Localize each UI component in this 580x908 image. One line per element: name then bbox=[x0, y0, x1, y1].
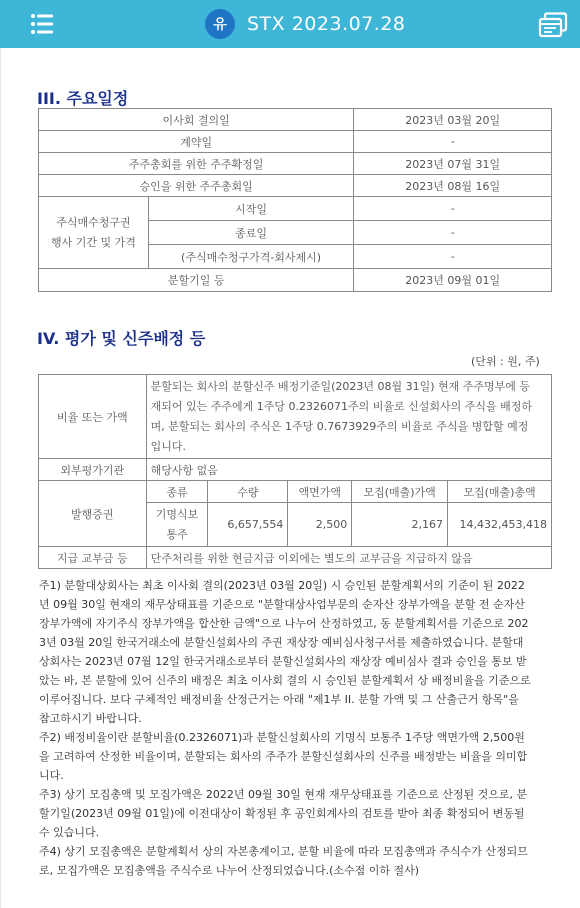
footnote-line: 로, 모집가액은 모집총액을 주식수로 나누어 산정되었습니다.(소수점 이하 절사) bbox=[39, 864, 420, 877]
row-value: - bbox=[354, 197, 552, 221]
row-label: 분할기일 등 bbox=[39, 269, 354, 292]
row-value: 해당사항 없음 bbox=[146, 459, 551, 481]
share-kind-line: 기명식보 bbox=[155, 507, 199, 521]
footnote-line: 할기일(2023년 09월 01일)에 이전대상이 확정된 후 공인회계사의 검토를 받아 최종 확정되어 변동될 bbox=[39, 807, 525, 820]
footnote-line: 참고하시기 바랍니다. bbox=[39, 712, 142, 725]
footnote-2 bbox=[39, 728, 555, 785]
row-value: - bbox=[354, 245, 552, 269]
period-label-line: 주식매수청구권 bbox=[56, 215, 131, 229]
row-value: 2023년 07월 31일 bbox=[354, 153, 552, 175]
share-quantity: 6,657,554 bbox=[208, 503, 288, 547]
table-row bbox=[39, 153, 552, 175]
footnote-line: 장부가액에 자기주식 장부가액을 합산한 금액"으로 나누어 산정하였고, 동 분할계획서를 기준으로 202 bbox=[39, 617, 529, 630]
unit-note: (단위 : 원, 주) bbox=[471, 355, 540, 368]
row-value: 2023년 08월 16일 bbox=[354, 175, 552, 197]
table-row bbox=[39, 109, 552, 131]
footnote-line: 니다. bbox=[39, 769, 64, 782]
footnote-line: 수 있습니다. bbox=[39, 826, 100, 839]
footnote-line: 이루어집니다. 보다 구체적인 배정비율 산정근거는 아래 "제1부 II. 분할 가액 및 그 산출근거 항목"을 bbox=[39, 693, 519, 706]
footnote-line: 3년 03월 20일 한국거래소에 분할신설회사의 주권 재상장 예비심사청구서를 제출하였습니다. 분할대 bbox=[39, 636, 524, 649]
hamburger-menu-icon[interactable] bbox=[30, 12, 54, 36]
ratio-description bbox=[146, 375, 551, 459]
footnote-line: 았는 바, 본 분할에 있어 신주의 배정은 최초 이사회 결의 시 승인된 분할계획서 상 배정비율을 기준으로 bbox=[39, 674, 531, 687]
offer-price: 2,167 bbox=[352, 503, 448, 547]
windows-icon[interactable] bbox=[538, 12, 568, 38]
ratio-line: 분할되는 회사의 분할신주 배정기준일(2023년 08월 31일) 현재 주주명부에 등 bbox=[150, 379, 531, 393]
table-row bbox=[39, 459, 552, 481]
row-value: 2023년 03월 20일 bbox=[354, 109, 552, 131]
schedule-heading: III. 주요일정 bbox=[37, 89, 129, 108]
schedule-table bbox=[38, 108, 552, 292]
row-label: 지급 교부금 등 bbox=[39, 547, 147, 569]
top-bar bbox=[0, 0, 580, 48]
row-label: 승인을 위한 주주총회일 bbox=[39, 175, 354, 197]
row-label: 시작일 bbox=[148, 197, 354, 221]
footnote-line: 주3) 상기 모집총액 및 모집가액은 2022년 09월 30일 현재 재무상태표를 기준으로 산정된 것으로, 분 bbox=[39, 788, 528, 801]
footnote-line: 상회사는 2023년 07월 12일 한국거래소로부터 분할신설회사의 재상장 예비심사 결과 승인을 통보 받 bbox=[39, 655, 527, 668]
row-label: 외부평가기관 bbox=[39, 459, 147, 481]
column-header: 액면가액 bbox=[288, 481, 352, 503]
table-row bbox=[39, 131, 552, 153]
footnote-line: 주4) 상기 모집총액은 분할계획서 상의 자본총계이고, 분할 비율에 따라 모집총액과 주식수가 산정되므 bbox=[39, 845, 528, 858]
table-row bbox=[39, 269, 552, 292]
share-kind bbox=[146, 503, 208, 547]
share-kind-line: 통주 bbox=[166, 527, 188, 541]
table-row bbox=[39, 375, 552, 459]
header-title-group bbox=[205, 8, 406, 40]
row-value: 2023년 09월 01일 bbox=[354, 269, 552, 292]
period-label-line: 행사 기간 및 가격 bbox=[50, 235, 136, 249]
page-title: STX 2023.07.28 bbox=[247, 13, 406, 35]
row-value: - bbox=[354, 131, 552, 153]
row-label: (주식매수청구가격-회사제시) bbox=[148, 245, 354, 269]
table-row bbox=[39, 175, 552, 197]
footnote-3 bbox=[39, 785, 555, 842]
par-value: 2,500 bbox=[288, 503, 352, 547]
footnote-line: 을 고려하여 산정한 비율이며, 분할되는 회사의 주주가 분할신설회사의 신주를 배정받는 비율을 의미합 bbox=[39, 750, 528, 763]
table-row bbox=[39, 481, 552, 503]
table-row bbox=[39, 547, 552, 569]
footnotes bbox=[39, 576, 555, 880]
column-header: 모집(매출)가액 bbox=[352, 481, 448, 503]
row-label: 이사회 결의일 bbox=[39, 109, 354, 131]
footnote-line: 년 09월 30일 현재의 재무상태표를 기준으로 "분할대상사업부문의 순자산 장부가액을 분할 전 순자산 bbox=[39, 598, 525, 611]
footnote-line: 주1) 분할대상회사는 최초 이사회 결의(2023년 03월 20일) 시 승인된 분할계획서의 기준이 된 2022 bbox=[39, 579, 525, 592]
column-header: 종류 bbox=[146, 481, 208, 503]
row-label: 비율 또는 가액 bbox=[39, 375, 147, 459]
company-badge: 유 bbox=[205, 9, 235, 39]
ratio-line: 입니다. bbox=[150, 439, 186, 453]
row-value: 단주처리를 위한 현금지급 이외에는 별도의 교부금을 지급하지 않음 bbox=[146, 547, 551, 569]
period-label bbox=[39, 197, 149, 269]
row-label: 주주총회를 위한 주주확정일 bbox=[39, 153, 354, 175]
row-label: 계약일 bbox=[39, 131, 354, 153]
ratio-line: 재되어 있는 주주에게 1주당 0.2326071주의 비율로 신설회사의 주식을 배정하 bbox=[150, 399, 532, 413]
row-label: 종료일 bbox=[148, 221, 354, 245]
column-header: 수량 bbox=[208, 481, 288, 503]
footnote-1 bbox=[39, 576, 555, 728]
column-header: 모집(매출)총액 bbox=[447, 481, 551, 503]
disclosure-content bbox=[0, 48, 580, 908]
row-label: 발행증권 bbox=[39, 481, 147, 547]
footnote-4 bbox=[39, 842, 555, 880]
valuation-table bbox=[38, 374, 552, 569]
row-value: - bbox=[354, 221, 552, 245]
valuation-heading: IV. 평가 및 신주배정 등 bbox=[37, 329, 206, 348]
ratio-line: 며, 분할되는 회사의 주식은 1주당 0.7673929주의 비율로 주식을 병합할 예정 bbox=[150, 419, 529, 433]
offer-total: 14,432,453,418 bbox=[447, 503, 551, 547]
table-row bbox=[39, 197, 552, 221]
footnote-line: 주2) 배정비율이란 분할비율(0.2326071)과 분할신설회사의 기명식 보통주 1주당 액면가액 2,500원 bbox=[39, 731, 525, 744]
